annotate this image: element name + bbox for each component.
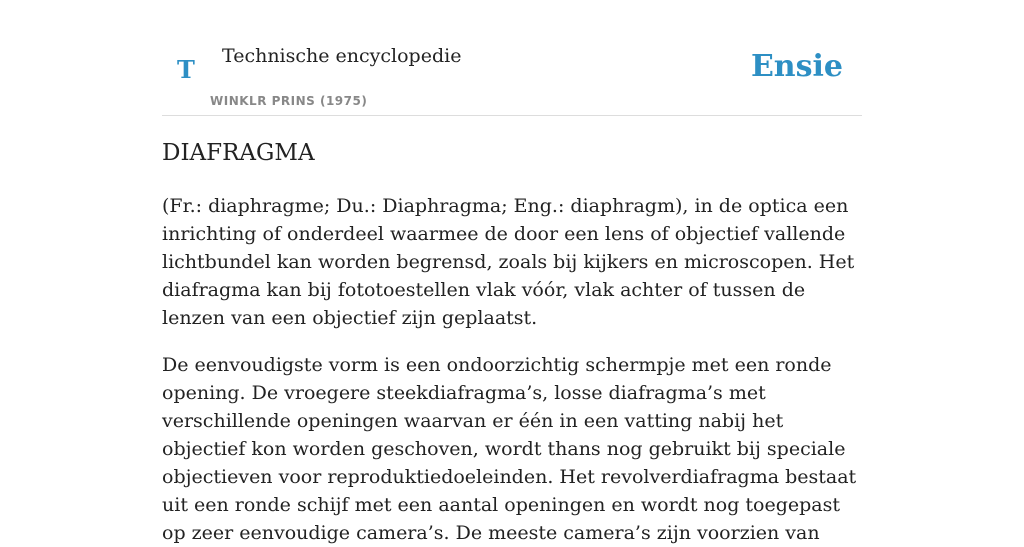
book-source: WINKLR PRINS (1975) (210, 94, 368, 108)
entry-title: DIAFRAGMA (162, 140, 315, 166)
entry-paragraph: De eenvoudigste vorm is een ondoorzichtig schermpje met een ronde opening. De vroegere steekdiafragma’s, losse diafragma’s met verschillende openingen waarvan er één in een vatting nabij het objectief kon worden geschoven, wordt thans nog gebruikt bij speciale objectieven voor reproduktiedoeleinden. Het revolverdiafragma bestaat uit een ronde schijf met een aantal openingen en wordt nog toegepast op zeer eenvoudige camera’s. De meeste camera’s zijn voorzien van (162, 354, 857, 544)
brand-logo[interactable]: Ensie (750, 49, 843, 84)
entry-paragraph: (Fr.: diaphragme; Du.: Diaphragma; Eng.: diaphragm), in de optica een inrichting of onderdeel waarmee de door een lens of objectief vallende lichtbundel kan worden begrensd, zoals bij kijkers en microscopen. Het diafragma kan bij fototoestellen vlak vóór, vlak achter of tussen de lenzen van een objectief zijn geplaatst. (162, 195, 855, 329)
page (162, 0, 862, 544)
book-title[interactable]: Technische encyclopedie (222, 45, 462, 67)
book-logo-icon[interactable]: T (177, 55, 195, 84)
header (162, 0, 862, 116)
